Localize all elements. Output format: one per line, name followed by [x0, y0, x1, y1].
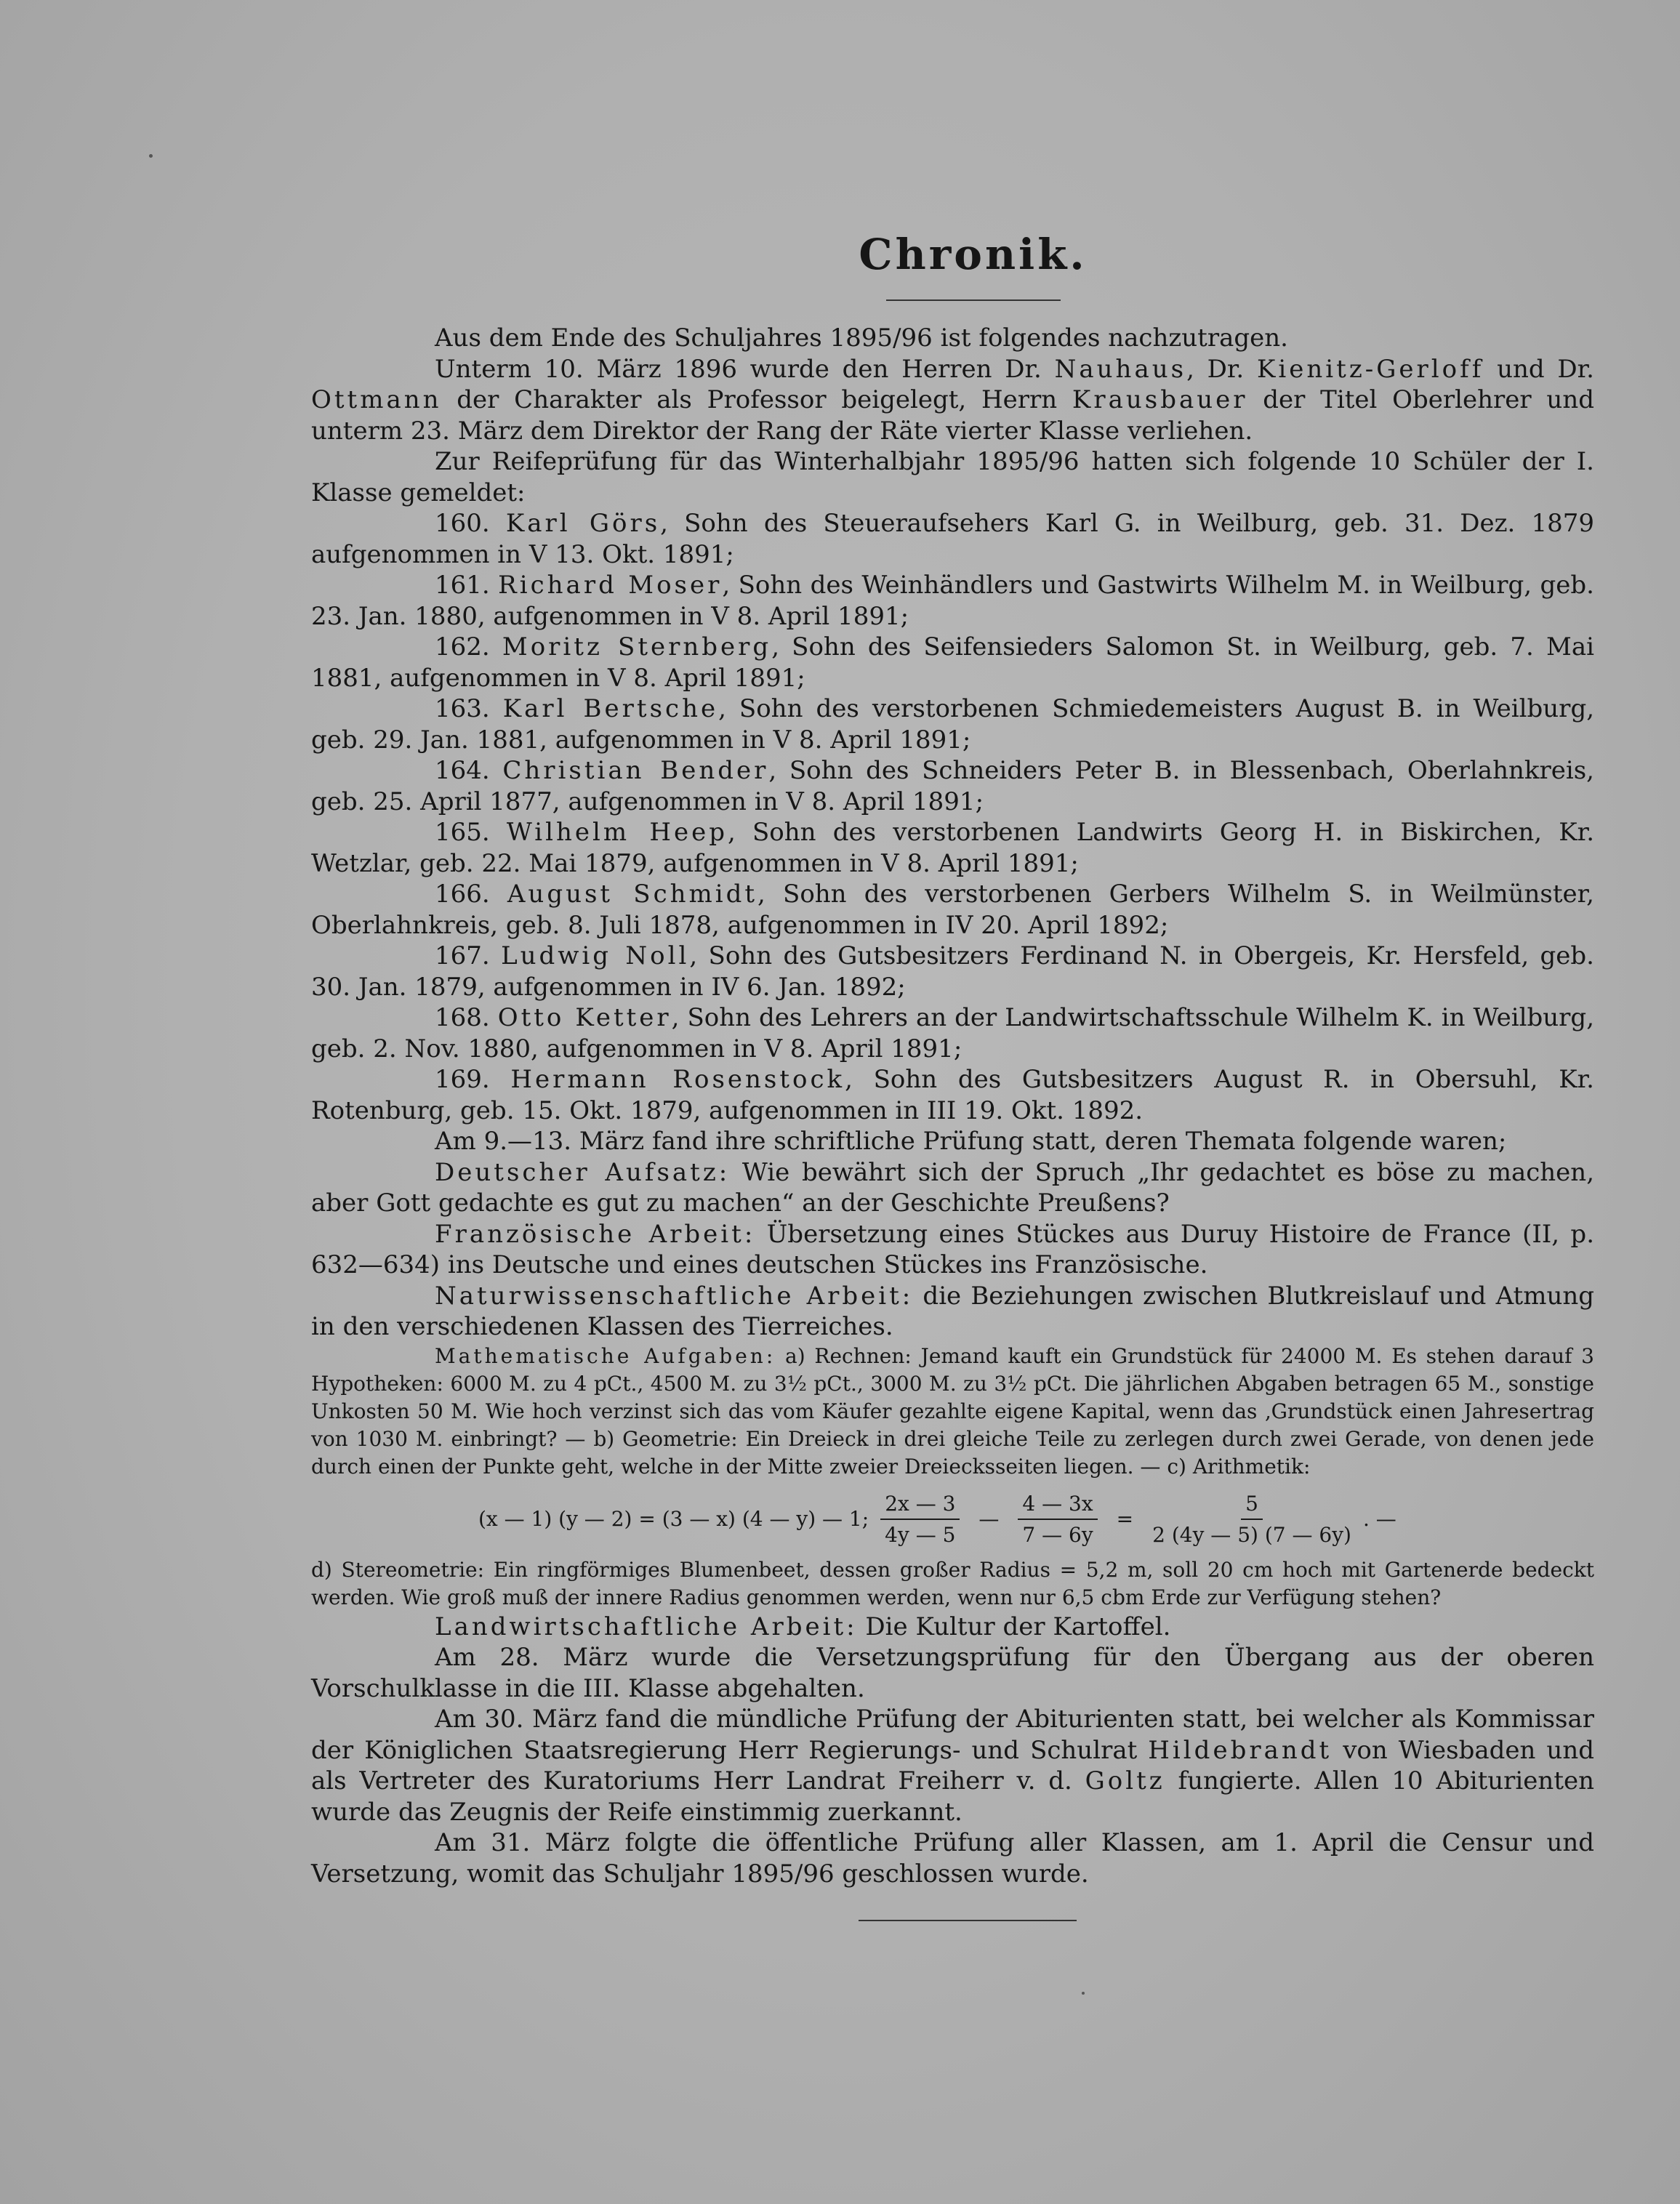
student-number: 167.	[435, 941, 490, 970]
student-details: , Sohn des verstorbenen Schmiedemeisters August B. in Weilburg, geb. 29. Jan. 1881, aufgenommen in V 8. April 1891;	[311, 694, 1595, 755]
student-details: , Sohn des Seifensieders Salomon St. in Weilburg, geb. 7. Mai 1881, aufgenommen in V 8. April 1891;	[311, 632, 1594, 693]
student-number: 165.	[435, 818, 490, 847]
student-entry	[311, 941, 1594, 1002]
end-divider	[859, 1920, 1077, 1921]
student-entry	[311, 879, 1594, 941]
student-name: Karl Bertsche	[502, 694, 719, 723]
equals-operator: =	[1116, 1507, 1134, 1531]
student-details: , Sohn des Weinhändlers und Gastwirts Wilhelm M. in Weilburg, geb. 23. Jan. 1880, aufgenommen in V 8. April 1891;	[311, 571, 1594, 631]
student-entry	[311, 1002, 1594, 1064]
student-name: Hermann Rosenstock	[510, 1065, 845, 1094]
text-run: Unterm 10. März 1896 wurde den Herren Dr.	[435, 354, 1055, 384]
fraction-numerator: 4 — 3x	[1018, 1492, 1097, 1520]
exam-label: Mathematische Aufgaben:	[435, 1343, 776, 1368]
document-body	[311, 225, 1594, 1921]
student-details: , Sohn des Steueraufsehers Karl G. in Weilburg, geb. 31. Dez. 1879 aufgenommen in V 13. Okt. 1891;	[311, 509, 1595, 569]
person-name: Kienitz-Gerloff	[1257, 354, 1484, 384]
fraction-denominator: 2 (4y — 5) (7 — 6y)	[1152, 1522, 1351, 1547]
versetzung-paragraph: Am 28. März wurde die Versetzungsprüfung für den Übergang aus der oberen Vorschulklasse in die III. Klasse abgehalten.	[311, 1643, 1594, 1703]
person-name: Krausbauer	[1072, 385, 1248, 414]
exam-mathematik	[311, 1343, 1594, 1481]
student-number: 162.	[435, 632, 490, 661]
student-name: Moritz Sternberg	[502, 632, 772, 661]
student-entry	[311, 755, 1594, 817]
student-number: 164.	[435, 756, 490, 785]
page-title: Chronik.	[859, 230, 1088, 279]
written-exam-intro: Am 9.—13. März fand ihre schriftliche Prüfung statt, deren Themata folgende waren;	[435, 1127, 1507, 1156]
fraction-3	[1152, 1492, 1351, 1547]
student-entry	[311, 693, 1594, 755]
fraction-2	[1018, 1492, 1097, 1547]
appointments-paragraph	[311, 354, 1594, 447]
person-name: Goltz	[1085, 1766, 1165, 1795]
exam-text: Wie bewährt sich der Spruch „Ihr gedachtet es böse zu machen, aber Gott gedachte es gut zu machen“ an der Geschichte Preußens?	[311, 1157, 1595, 1218]
student-details: , Sohn des Gutsbesitzers Ferdinand N. in Obergeis, Kr. Hersfeld, geb. 30. Jan. 1879, aufgenommen in IV 6. Jan. 1892;	[311, 941, 1594, 1002]
student-entry	[311, 817, 1594, 879]
student-entry	[311, 632, 1594, 693]
exam-text: a) Rechnen: Jemand kauft ein Grundstück für 24000 M. Es stehen darauf 3 Hypotheken: 6000 M. zu 4 pCt., 4500 M. zu 3½ pCt., 3000 M. zu 3½ pCt. Die jährlichen Abgaben betragen 65 M., sonstige Unkosten 50 M. Wie hoch verzinst sich das vom Käufer gezahlte eigene Kapital, wenn das ‚Grundstück einen Jahresertrag von 1030 M. einbringt? — b) Geometrie: Ein Dreieck in drei gleiche Teile zu zerlegen durch zwei Gerade, von denen jede durch einen der Punkte geht, welche in der Mitte zweier Dreiecksseiten liegen. — c) Arithmetik:	[311, 1343, 1595, 1479]
exam-text: Die Kultur der Kartoffel.	[857, 1612, 1171, 1641]
fraction-denominator: 7 — 6y	[1022, 1522, 1093, 1547]
student-name: August Schmidt	[507, 880, 758, 909]
intro-paragraph: Aus dem Ende des Schuljahres 1895/96 ist folgendes nachzutragen.	[435, 323, 1288, 353]
exam-label: Deutscher Aufsatz:	[435, 1157, 731, 1187]
student-details: , Sohn des Lehrers an der Landwirtschaftsschule Wilhelm K. in Weilburg, geb. 2. Nov. 1880, aufgenommen in V 8. April 1891;	[311, 1003, 1594, 1063]
student-name: Christian Bender	[502, 756, 769, 785]
exam-text: die Beziehungen zwischen Blutkreislauf und Atmung in den verschiedenen Klassen des Tierreiches.	[311, 1281, 1595, 1341]
text-run: von Wiesbaden und als Vertreter des Kuratoriums Herr Landrat Freiherr v. d.	[311, 1735, 1594, 1795]
exam-franzoesisch	[311, 1219, 1594, 1281]
title-divider	[886, 299, 1061, 301]
student-number: 161.	[435, 571, 490, 600]
exam-label: Landwirtschaftliche Arbeit:	[435, 1612, 858, 1641]
student-number: 163.	[435, 694, 490, 723]
student-number: 160.	[435, 509, 490, 538]
student-name: Otto Ketter	[497, 1003, 672, 1032]
student-name: Richard Moser	[498, 571, 723, 600]
student-list	[311, 508, 1594, 1126]
exam-naturwissenschaft	[311, 1281, 1594, 1343]
paper-speck	[1082, 1992, 1085, 1995]
student-name: Wilhelm Heep	[506, 818, 728, 847]
oral-exam-paragraph	[311, 1704, 1594, 1827]
student-details: , Sohn des Gutsbesitzers August R. in Obersuhl, Kr. Rotenburg, geb. 15. Okt. 1879, aufgenommen in III 19. Okt. 1892.	[311, 1065, 1594, 1125]
fraction-denominator: 4y — 5	[885, 1522, 956, 1547]
text-run: der Charakter als Professor beigelegt, Herrn	[441, 385, 1072, 414]
exam-label: Naturwissenschaftliche Arbeit:	[435, 1281, 914, 1311]
student-details: , Sohn des Schneiders Peter B. in Blessenbach, Oberlahnkreis, geb. 25. April 1877, aufgenommen in V 8. April 1891;	[311, 756, 1594, 816]
student-number: 166.	[435, 880, 490, 909]
minus-operator: —	[978, 1507, 1000, 1531]
fraction-numerator: 5	[1241, 1492, 1263, 1520]
equation-end: . —	[1362, 1507, 1396, 1531]
exam-label: Französische Arbeit:	[435, 1219, 756, 1249]
paper-speck	[149, 154, 153, 158]
person-name: Nauhaus	[1054, 354, 1187, 384]
text-run: der Titel Oberlehrer und unterm 23. März dem Direktor der Rang der Räte vierter Klasse verliehen.	[311, 385, 1594, 446]
text-run: fungierte. Allen 10 Abiturienten wurde das Zeugnis der Reife einstimmig zuerkannt.	[311, 1766, 1594, 1827]
person-name: Ottmann	[311, 385, 442, 414]
reife-intro-paragraph: Zur Reifeprüfung für das Winterhalbjahr 1895/96 hatten sich folgende 10 Schüler der I. Klasse gemeldet:	[311, 447, 1594, 507]
student-number: 168.	[435, 1003, 490, 1032]
student-entry	[311, 570, 1594, 632]
arithmetic-equations	[478, 1485, 1594, 1553]
fraction-numerator: 2x — 3	[880, 1492, 960, 1520]
exam-landwirtschaft	[311, 1612, 1594, 1643]
person-name: Hildebrandt	[1148, 1735, 1333, 1765]
text-run: Am 30. März fand die mündliche Prüfung der Abiturienten statt, bei welcher als Kommissar der Königlichen Staatsregierung Herr Regierungs- und Schulrat	[311, 1705, 1594, 1765]
student-details: , Sohn des verstorbenen Gerbers Wilhelm S. in Weilmünster, Oberlahnkreis, geb. 8. Juli 1878, aufgenommen in IV 20. April 1892;	[311, 880, 1594, 940]
student-details: , Sohn des verstorbenen Landwirts Georg H. in Biskirchen, Kr. Wetzlar, geb. 22. Mai 1879, aufgenommen in V 8. April 1891;	[311, 818, 1594, 878]
student-number: 169.	[435, 1065, 490, 1094]
closing-paragraph: Am 31. März folgte die öffentliche Prüfung aller Klassen, am 1. April die Censur und Versetzung, womit das Schuljahr 1895/96 geschlossen wurde.	[311, 1828, 1594, 1889]
exam-deutsch	[311, 1157, 1594, 1219]
student-name: Ludwig Noll	[501, 941, 690, 970]
fraction-1	[880, 1492, 960, 1547]
text-run: , Dr.	[1186, 354, 1258, 384]
student-entry	[311, 1064, 1594, 1126]
exam-text: Übersetzung eines Stückes aus Duruy Histoire de France (II, p. 632—634) ins Deutsche und eines deutschen Stückes ins Französische.	[311, 1219, 1595, 1279]
exam-stereometrie: d) Stereometrie: Ein ringförmiges Blumenbeet, dessen großer Radius = 5,2 m, soll 20 cm hoch mit Gartenerde bedeckt werden. Wie groß muß der innere Radius genommen werden, wenn nur 6,5 cbm Erde zur Verfügung stehen?	[311, 1557, 1594, 1609]
student-name: Karl Görs	[505, 509, 661, 538]
text-run: und Dr.	[1484, 354, 1594, 384]
equation-left: (x — 1) (y — 2) = (3 — x) (4 — y) — 1;	[478, 1507, 869, 1531]
student-entry	[311, 508, 1594, 570]
